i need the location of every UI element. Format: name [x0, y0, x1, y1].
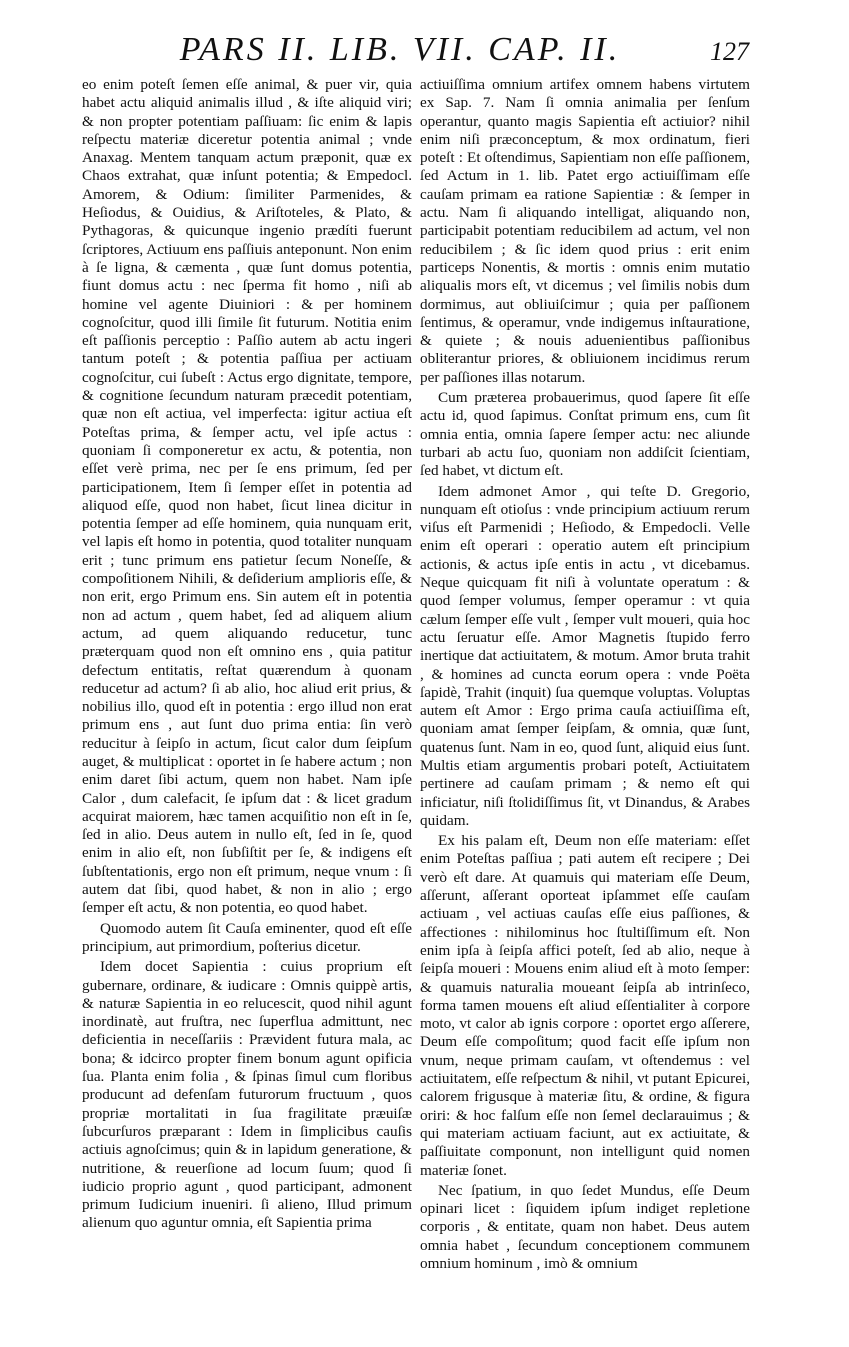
paragraph: Nec ſpatium, in quo ſedet Mundus, eſſe Deum opinari licet : ſiquidem ipſum indiget repletione corporis , & entitate, quam non habet. Deus autem omnia habet , ſecundum conceptionem communem omnium hominum , imò & omnium	[420, 1181, 750, 1272]
paragraph: Idem admonet Amor , qui teſte D. Gregorio, nunquam eſt otioſus : vnde principium actiuum rerum viſus eſt Parmenidi ; Heſiodo, & Empedocli. Velle enim eſt operari : operatio autem eſt principium actionis, & actus ipſe entis in actu , vt dicebamus. Neque quicquam fit niſi à voluntate operatum : & quod ſemper volumus, ſemper operamur : vt quia cælum ſemper eſſe vult , ſemper vult moueri, quia hoc actu ſeruatur eſſe. Amor Magnetis ſtupido ferro inertique dat actiuitatem, & motum. Amor bruta trahit , & homines ad cuncta eorum opera : vnde Poëta ſapidè, Trahit (inquit) ſua quemque voluptas. Voluptas autem eſt Amor : Ergo prima cauſa actiuiſſima eſt, quoniam amat ſemper ſeipſam, & omnia, quæ ſunt, quatenus ſunt. Nam in eo, quod ſunt, aliquid eius ſunt. Multis etiam argumentis probari poteſt, Actiuitatem pertinere ad cauſam primam ; & nemo eſt qui inficiatur, niſi ſtolidiſſimus ſit, vt Dinandus, & Arabes quidam.	[420, 482, 750, 829]
paragraph: Idem docet Sapientia : cuius proprium eſt gubernare, ordinare, & iudicare : Omnis quippè artis, & naturæ Sapientia in eo relucescit, quod nihil agunt inordinatè, aut fruſtra, nec ſuperflua admittunt, nec deficientia in neceſſariis : Prævident futura mala, ac bona; & idcirco propter finem bonum agunt opificia ſua. Planta enim folia , & ſpinas ſimul cum floribus producunt ad defenſam futurorum fructuum , quos propriæ mortalitati in ſua fragilitate præuiſæ ſubcurſuros præparant : Idem in ſimplicibus cauſis actiuis agnoſcimus; quin & in lapidum generatione, & nutritione, & reuerſione ad locum ſuum; quod ſi iudicio proprio agunt , quod participant, admonent primum Iudicium inueniri. ſi alieno, Illud primum alienum quo aguntur omnia, eſt Sapientia prima	[82, 958, 412, 1232]
paragraph: actiuiſſima omnium artifex omnem habens virtutem ex Sap. 7. Nam ſi omnia animalia per ſenſum operantur, quanto magis Sapientia eſt actiuior? nihil enim niſi præconceptum, & mox ordinatum, fieri poteſt : Et oſtendimus, Sapientiam non eſſe paſſionem, ſed Actum in 1. lib. Patet ergo actiuiſſimam eſſe cauſam primam ea ratione Sapientiæ : & ſemper in actu. Nam ſi aliquando intelligat, aliquando non, participabit potentiam reducibilem ad actum, vel non reducibilem ; & ſic idem quod prius : erit enim particeps Nonentis, & mortis : omnis enim mutatio aliqualis mors eſt, vt dicemus ; vel ſimilis nobis dum dormimus, aut obliuiſcimur ; quia per paſſionem ſentimus, & operamur, vnde indigemus inſtauratione, & quiete ; & nouis aduenientibus paſſionibus obliterantur priores, & obliuionem incidimus rerum per paſſiones illas notarum.	[420, 76, 750, 386]
page-number: 127	[710, 37, 749, 66]
paragraph: Quomodo autem ſit Cauſa eminenter, quod eſt eſſe principium, aut primordium, poſterius dicetur.	[82, 919, 412, 955]
paragraph: Cum præterea probauerimus, quod ſapere ſit eſſe actu id, quod ſapimus. Conſtat primum ens, cum ſit omnia entia, omnia ſapere ſemper actu: nec aliunde turbari ab actu ſuo, quoniam non addiſcit ſcientiam, ſed habet, vt dictum eſt.	[420, 389, 750, 480]
paragraph: Ex his palam eſt, Deum non eſſe materiam: eſſet enim Poteſtas paſſiua ; pati autem eſt recipere ; Dei verò eſt dare. At quamuis qui materiam eſſe Deum, aſſerunt, aſſerant oporteat ipſammet eſſe cauſam actiuam , vel actiuas cauſas eſſe eius paſſiones, & affectiones : nihilominus hoc ſtultiſſimum eſt. Non enim ipſa à ſeipſa affici poteſt, ſed ab alio, neque à ſeipſa moueri : Mouens enim aliud eſt à moto ſemper: & quamuis naturalia moueant ſeipſa ab intrinſeco, forma tamen mouens eſt aliud eſſentialiter à corpore moto, vt calor ab ignis corpore : oportet ergo aſſerere, Deum eſſe compoſitum; quod facit eſſe ipſum non vnum, neque primam cauſam, vt oſtendemus : vel actiuitatem, eſſe reſpectum & nihil, vt putant Epicurei, calorem frigusque à materiæ ſitu, & ordine, & figura oriri: & hoc falſum eſſe non ſemel declarauimus ; & qui materiam actiuam faciunt, aut ex actiuitate, & paſſiuitate componunt, non intelligunt quid nomen materiæ ſonet.	[420, 832, 750, 1179]
page-header	[0, 28, 849, 72]
right-column	[420, 76, 750, 1273]
paragraph: eo enim poteſt ſemen eſſe animal, & puer vir, quia habet actu aliquid animalis illud , & iſte aliquid viri; & non propter potentiam paſſiuam: ſic enim & lapis reſpectu materiæ diceretur potentia animal ; vnde Anaxag. Mentem tanquam actum præponit, quæ ex Chaos extrahat, quæ inſunt potentia; & Empedocl. Amorem, & Odium: ſimiliter Parmenides, & Heſiodus, & Ouidius, & Ariſtoteles, & Plato, & Pythagoras, & quicunque ingenio prædíti fuerunt ſcriptores, Actiuum ens paſſiuis anteponunt. Non enim à ſe ligna, & cæmenta , quæ ſunt domus potentia, fiunt domus actu : nec ſperma fit homo , niſi ab homine vel agente Diuiniori : & per hominem cognoſcitur, quod illi ſimile ſit futurum. Notitia enim eſt paſſionis perceptio : Paſſio autem ab actu ingeri tantum poteſt ; & potentia paſſiua per actiuam cognoſcitur, cui ſubeſt : Actus ergo dignitate, tempore, & cognitione ſecundum naturam præcedit potentiam, quæ non eſt actiua, vel imperfecta: igitur actiua eſt Poteſtas prima, & ſemper actu, vel ipſe actus : quoniam ſi componeretur ex actu, & potentia, non eſſet verè prima, nec per ſe ens primum, ſed per participationem, Item ſi ſemper eſſet in potentia ad aliquod eſſe, quod non habet, ſicut linea dicitur in potentia ſemper ad eſſe hominem, quia nunquam erit, vel lapis eſt homo in potentia, quod totaliter nunquam erit ; tunc primum ens patietur ſecum Noneſſe, & compoſitionem Nihili, & deſiderium amplioris eſſe, & non erit, ergo Primum ens. Sin autem eſt in potentia non ad actum , quem habet, ſed ad aliquem alium actum, ad quem aliquando reducetur, tunc præterquam quod non eſt omnino ens , quia patitur defectum entitatis, reſtat quærendum à quonam reducetur ad actum? ſi ab alio, hoc aliud erit prius, & nobilius illo, quod eſt in potentia : ergo illud non erat primum ens , aut ſunt duo prima entia: ſin verò reducitur à ſeipſo in actum, ſicut calor dum ſeipſum auget, & multiplicat : oportet in ſe habere actum ; non enim daret ſibi actum, quem non habet. Nam ipſe Calor , dum calefacit, ſe ipſum dat : & licet gradum acquirat maiorem, hæc tamen acquiſitio non eſt in ſe, ſed in alio. Deus autem in nullo eſt, ſed in ſe, quod enim in alio eſt, non ſubſiſtit per ſe, & indigens eſt ſubſtentationis, ergo non eſt primum, neque vnum : ſi autem dat ſibi, quod habet, & non in alio ; ergo ſemper eſt actu, & non potentia, eo quod habet.	[82, 76, 412, 917]
running-title: PARS II. LIB. VII. CAP. II.	[179, 31, 621, 68]
left-column	[82, 76, 412, 1233]
